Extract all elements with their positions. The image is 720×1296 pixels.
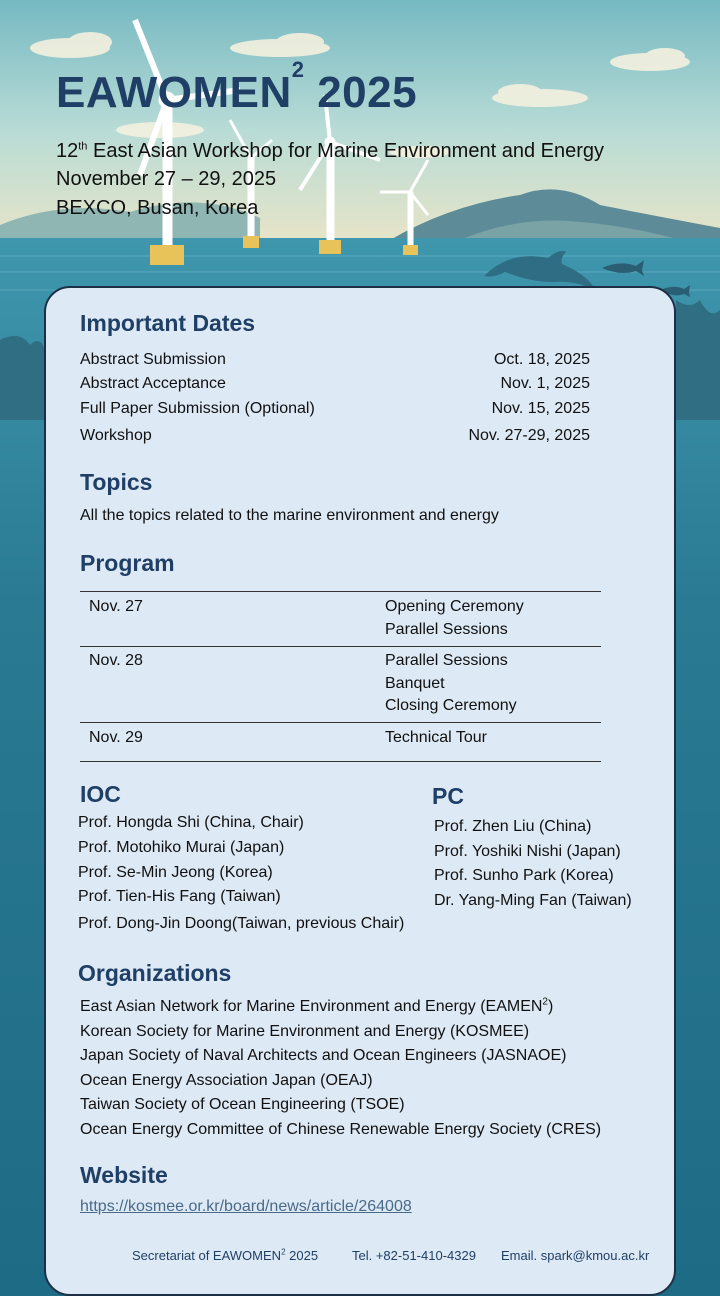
- date-value: Oct. 18, 2025: [493, 351, 590, 368]
- workshop-name: 12th East Asian Workshop for Marine Environment and Energy: [56, 140, 604, 162]
- program-heading: Program: [80, 550, 175, 576]
- table-rule: [80, 761, 601, 762]
- topics-text: All the topics related to the marine environment and energy: [80, 507, 499, 524]
- date-label: Abstract Submission: [80, 351, 226, 368]
- table-rule: [80, 591, 601, 592]
- ioc-member: Prof. Se-Min Jeong (Korea): [78, 864, 273, 881]
- ioc-member: Prof. Hongda Shi (China, Chair): [78, 814, 304, 831]
- date-label: Abstract Acceptance: [80, 375, 226, 392]
- program-event: Closing Ceremony: [385, 697, 517, 714]
- date-label: Full Paper Submission (Optional): [80, 400, 315, 417]
- pc-member: Prof. Yoshiki Nishi (Japan): [434, 843, 621, 860]
- program-event: Technical Tour: [385, 729, 487, 746]
- secretariat-tel: Tel. +82-51-410-4329: [352, 1248, 476, 1263]
- program-day: Nov. 27: [89, 598, 143, 615]
- organization-item: Taiwan Society of Ocean Engineering (TSOE): [80, 1096, 405, 1113]
- important-dates-heading: Important Dates: [80, 310, 256, 336]
- organization-item: Ocean Energy Committee of Chinese Renewable Energy Society (CRES): [80, 1121, 602, 1138]
- date-value: Nov. 27-29, 2025: [468, 427, 590, 444]
- table-rule: [80, 722, 601, 723]
- organization-item: Korean Society for Marine Environment and Energy (KOSMEE): [80, 1023, 530, 1040]
- secretariat-label: Secretariat of EAWOMEN$^2$ 2025: [132, 1247, 319, 1263]
- program-day: Nov. 29: [89, 729, 143, 746]
- date-label: Workshop: [80, 427, 152, 444]
- pc-member: Dr. Yang-Ming Fan (Taiwan): [434, 892, 632, 909]
- program-event: Parallel Sessions: [385, 652, 508, 669]
- website-link[interactable]: https://kosmee.or.kr/board/news/article/264008: [80, 1198, 412, 1215]
- program-event: Opening Ceremony: [385, 598, 524, 615]
- website-heading: Website: [80, 1162, 168, 1188]
- pc-member: Prof. Zhen Liu (China): [434, 818, 592, 835]
- program-event: Parallel Sessions: [385, 621, 508, 638]
- secretariat-email: Email. spark@kmou.ac.kr: [501, 1248, 650, 1263]
- ioc-member: Prof. Dong-Jin Doong(Taiwan, previous Chair): [78, 915, 405, 932]
- program-event: Banquet: [385, 675, 445, 692]
- organization-item: Japan Society of Naval Architects and Ocean Engineers (JASNAOE): [80, 1047, 567, 1064]
- organization-item: Ocean Energy Association Japan (OEAJ): [80, 1072, 373, 1089]
- topics-heading: Topics: [80, 469, 153, 495]
- date-value: Nov. 1, 2025: [500, 375, 590, 392]
- program-day: Nov. 28: [89, 652, 143, 669]
- pc-member: Prof. Sunho Park (Korea): [434, 867, 614, 884]
- ioc-member: Prof. Motohiko Murai (Japan): [78, 839, 285, 856]
- event-venue: BEXCO, Busan, Korea: [56, 197, 259, 219]
- date-value: Nov. 15, 2025: [491, 400, 590, 417]
- ioc-member: Prof. Tien-His Fang (Taiwan): [78, 888, 281, 905]
- table-rule: [80, 646, 601, 647]
- organization-item: East Asian Network for Marine Environment and Energy (EAMEN$^2$): [80, 996, 554, 1015]
- organizations-heading: Organizations: [78, 960, 232, 986]
- event-dates: November 27 – 29, 2025: [56, 168, 277, 190]
- ioc-heading: IOC: [80, 781, 121, 807]
- event-title: EAWOMEN$^2$ 2025: [56, 57, 418, 117]
- pc-heading: PC: [432, 783, 464, 809]
